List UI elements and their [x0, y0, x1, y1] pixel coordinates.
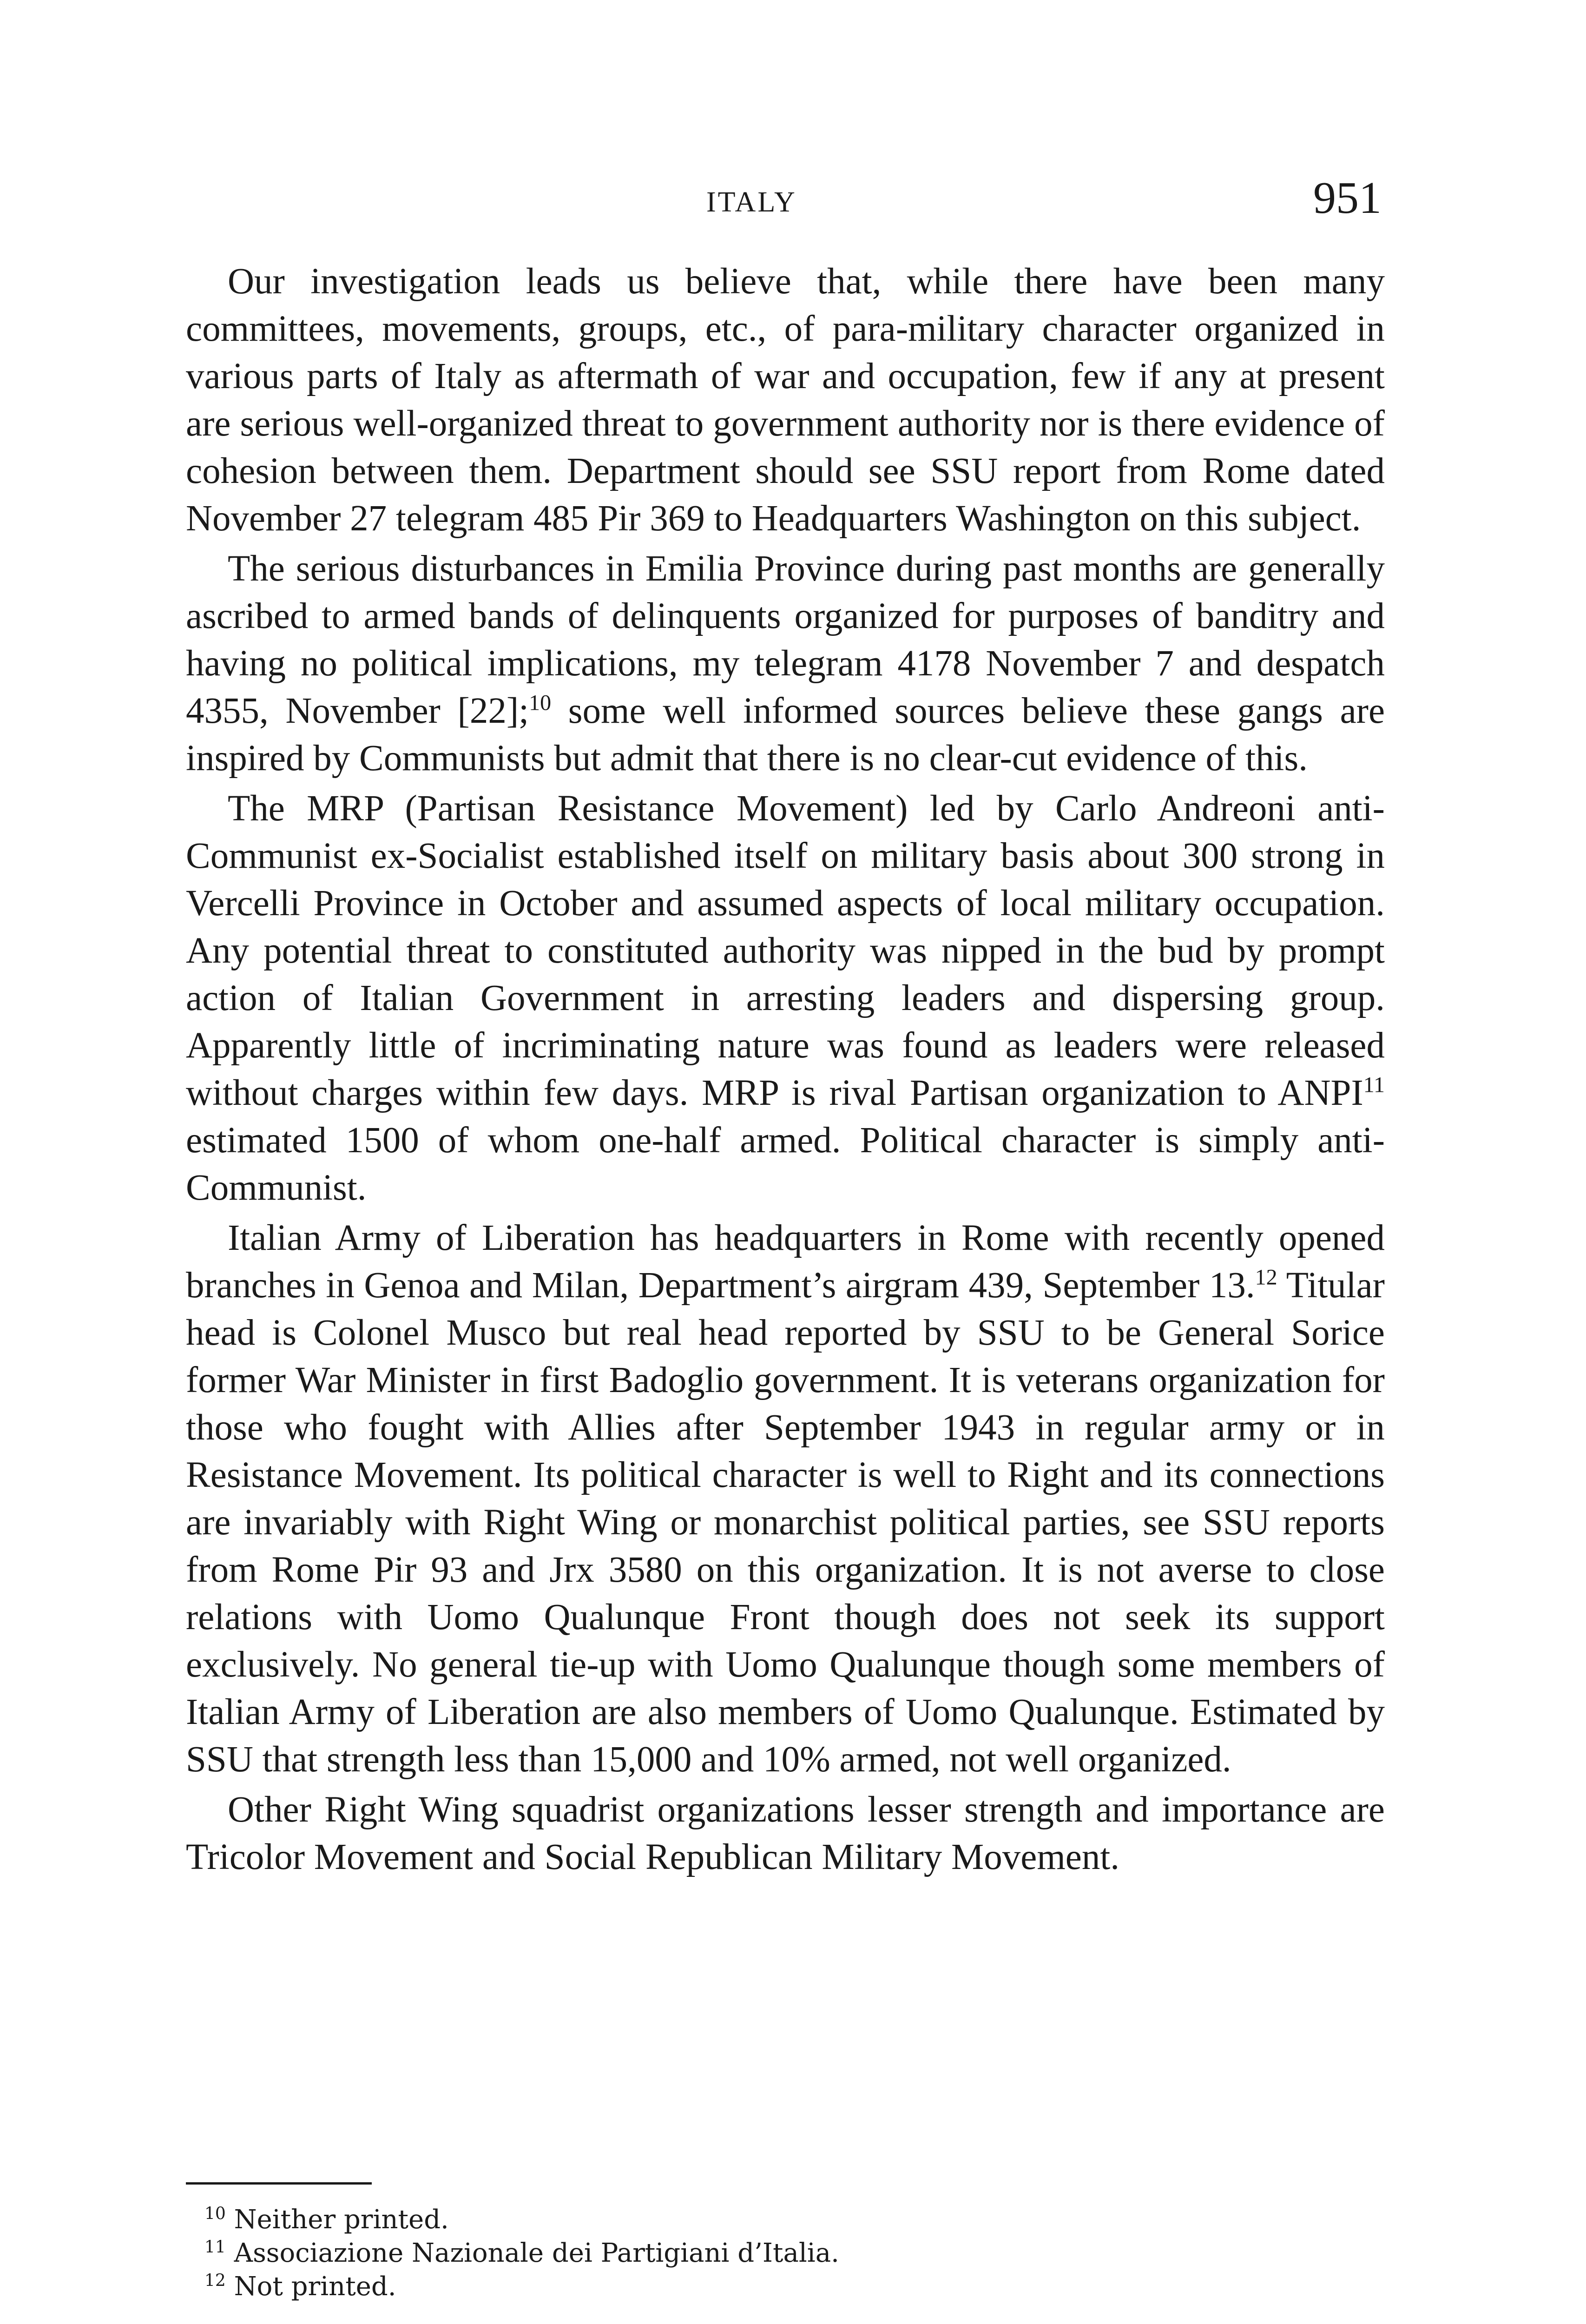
footnote-divider: [186, 2182, 372, 2185]
footnote-ref-11: 11: [1363, 1072, 1385, 1097]
footnote-ref-12: 12: [1255, 1265, 1277, 1290]
body-text: [186, 258, 1385, 1881]
footnote-ref-10: 10: [529, 690, 552, 715]
footnote-number: 10: [204, 2204, 226, 2224]
paragraph-army-of-liberation: [186, 1215, 1385, 1783]
footnote-12: [204, 2270, 1366, 2304]
footnote-number: 12: [204, 2271, 226, 2291]
paragraph-text: Titular head is Colonel Musco but real head reported by SSU to be General Sorice former War Minister in first Badoglio government. It is veterans organization for those who fought with Allies after September 1943 in regular army or in Resistance Movement. Its political character is well to Right and its connections are invariably with Right Wing or monarchist political parties, see SSU reports from Rome Pir 93 and Jrx 3580 on this organization. It is not averse to close relations with Uomo Qualunque Front though does not seek its support exclusively. No general tie-up with Uomo Qualunque though some members of Italian Army of Liberation are also members of Uomo Qualunque. Estimated by SSU that strength less than 15,000 and 10% armed, not well organized.: [186, 1265, 1385, 1780]
running-head: [0, 167, 1586, 223]
paragraph-text: estimated 1500 of whom one-half armed. Political character is simply anti-Communist.: [186, 1120, 1385, 1208]
page-number: 951: [1313, 173, 1382, 223]
paragraph-mrp: [186, 785, 1385, 1212]
paragraph-text: Our investigation leads us believe that, while there have been many committees, movements, groups, etc., of para-military character organized in various parts of Italy as aftermath of war and occupation, few if any at present are serious well-organized threat to government authority nor is there evidence of cohesion between them. Department should see SSU report from Rome dated November 27 telegram 485 Pir 369 to Headquarters Washington on this subject.: [186, 261, 1385, 539]
running-title: ITALY: [706, 186, 797, 218]
footnote-text: Associazione Nazionale dei Partigiani d’Italia.: [234, 2238, 839, 2268]
footnote-11: [204, 2237, 1366, 2270]
footnotes: [204, 2203, 1366, 2304]
paragraph-text: some well informed sources believe these gangs are inspired by Communists but admit that there is no clear-cut evidence of this.: [186, 691, 1385, 779]
paragraph-text: The MRP (Partisan Resistance Movement) led by Carlo Andreoni anti-Communist ex-Socialist established itself on military basis about 300 strong in Vercelli Province in October and assumed aspects of local military occupation. Any potential threat to constituted authority was nipped in the bud by prompt action of Italian Government in arresting leaders and dispersing group. Apparently little of incriminating nature was found as leaders were released without charges within few days. MRP is rival Partisan organization to ANPI: [186, 788, 1385, 1113]
paragraph-text: Italian Army of Liberation has headquarters in Rome with recently opened branches in Genoa and Milan, Department’s airgram 439, September 13.: [186, 1218, 1385, 1306]
paragraph-investigation: [186, 258, 1385, 542]
footnote-number: 11: [204, 2238, 226, 2257]
paragraph-emilia-disturbances: [186, 545, 1385, 782]
footnote-text: Not printed.: [234, 2271, 396, 2302]
footnote-text: Neither printed.: [234, 2205, 449, 2235]
paragraph-text: The serious disturbances in Emilia Province during past months are generally ascribed to armed bands of delinquents organized for purposes of banditry and having no political implications, my telegram 4178 November 7 and despatch 4355, November [22];: [186, 548, 1385, 731]
paragraph-text: Other Right Wing squadrist organizations lesser strength and importance are Tricolor Movement and Social Republican Military Movement.: [186, 1789, 1385, 1877]
paragraph-other-organizations: [186, 1786, 1385, 1881]
footnote-10: [204, 2203, 1366, 2237]
